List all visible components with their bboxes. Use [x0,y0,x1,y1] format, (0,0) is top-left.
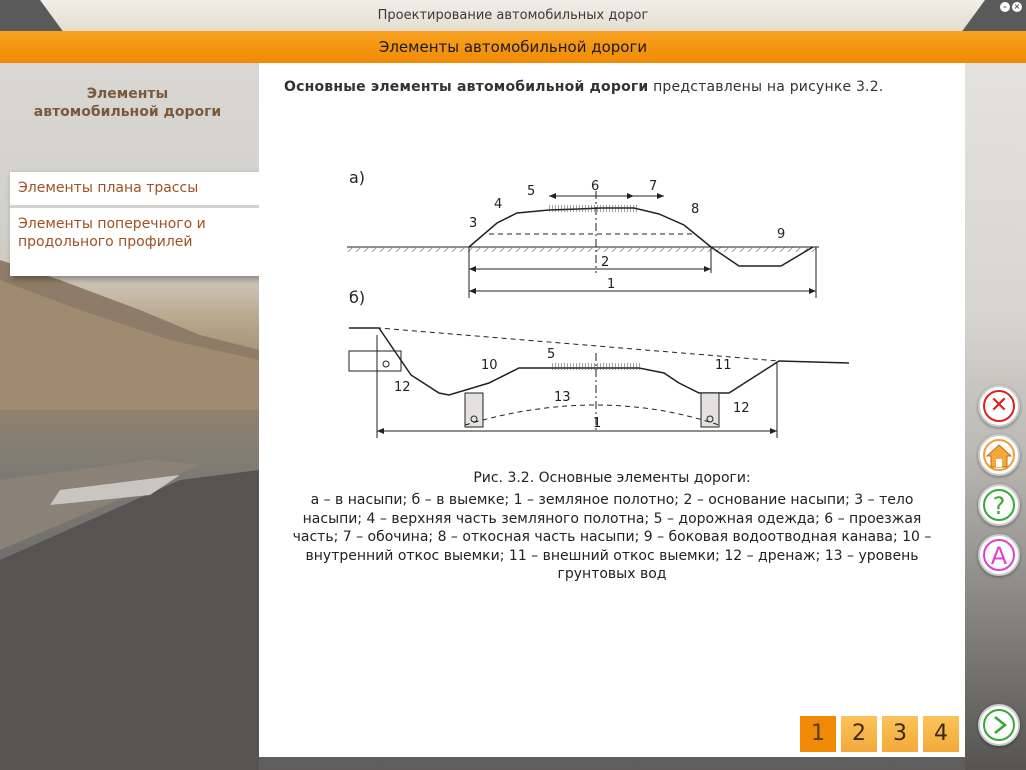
window-controls [1000,2,1022,14]
help-icon: ? [983,489,1015,521]
label-a-9: 9 [777,227,786,242]
road-cross-section-figure [339,163,859,503]
letter-a-icon: A [983,539,1015,571]
section-bar [0,31,1026,63]
label-b-12-right: 12 [733,401,750,416]
sidebar-item-plan[interactable]: Элементы плана трассы [18,180,199,196]
glossary-button[interactable] [978,534,1020,576]
label-b-11: 11 [715,358,732,373]
sidebar-item-profiles[interactable]: Элементы поперечного и продольного профилей [18,216,206,250]
intro-text [284,79,883,95]
menu-divider [10,205,272,208]
figure-caption-body: а – в насыпи; б – в выемке; 1 – земляное полотно; 2 – основание насыпи; 3 – тело насыпи; 4 – верхняя часть земляного полотна; 5 – дорожная одежда; 6 – проезжая часть; 7 – обочина; 8 – откосная часть насыпи; 9 – боковая водоотводная канава; 10 – внутренний откос выемки; 11 – внешний откос выемки; 12 – дренаж; 13 – уровень грунтовых вод [292,492,932,582]
label-a-6: 6 [591,179,600,194]
minimize-icon[interactable]: – [1000,2,1010,12]
arrow-right-icon [983,709,1015,741]
sidebar-menu [10,172,272,276]
figure-caption-title: Рис. 3.2. Основные элементы дороги: [473,470,751,486]
label-b-10: 10 [481,358,498,373]
home-button[interactable] [978,434,1020,476]
road-illustration [0,440,259,770]
app-title: Проектирование автомобильных дорог [377,8,649,23]
label-a-1: 1 [607,277,616,292]
home-icon [983,439,1015,471]
label-a-8: 8 [691,202,700,217]
label-b-12-left: 12 [394,380,411,395]
figure-label-a: а) [349,168,366,187]
page-button-4[interactable]: 4 [923,716,959,752]
content-panel [259,63,965,757]
label-b-13: 13 [554,390,571,405]
label-a-2: 2 [601,255,610,270]
close-icon: ✕ [983,390,1015,422]
close-button[interactable] [978,385,1020,427]
label-b-1: 1 [593,416,602,431]
pagination [800,716,960,752]
next-button[interactable] [978,704,1020,746]
help-button[interactable] [978,484,1020,526]
page-button-2[interactable]: 2 [841,716,877,752]
figure-link[interactable]: рисунке 3.2. [789,79,884,95]
label-a-5: 5 [527,184,536,199]
page-button-1[interactable]: 1 [800,716,836,752]
label-a-4: 4 [494,197,503,212]
intro-mid: представлены на [648,79,790,95]
label-a-7: 7 [649,179,658,194]
intro-bold: Основные элементы автомобильной дороги [284,79,649,95]
close-window-icon[interactable]: × [1013,2,1021,11]
figure-label-b: б) [349,288,366,307]
section-title: Элементы автомобильной дороги [378,38,648,56]
sidebar-heading: Элементы автомобильной дороги [33,86,222,120]
label-a-3: 3 [469,216,478,231]
page-button-3[interactable]: 3 [882,716,918,752]
label-b-5: 5 [547,347,556,362]
